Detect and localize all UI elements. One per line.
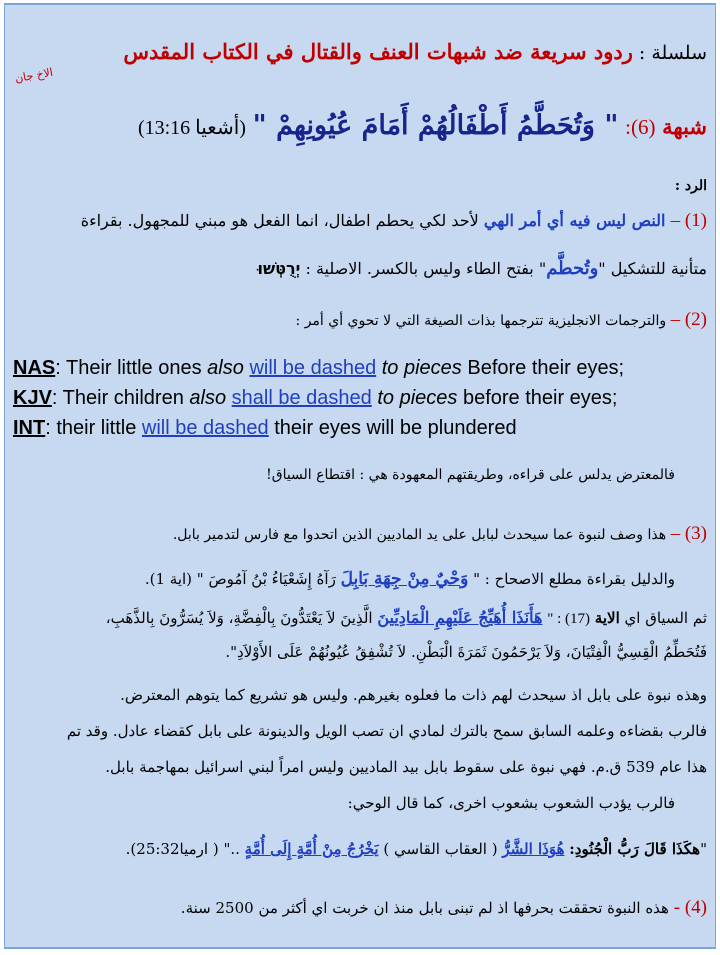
doubt-label: شبهة — [662, 114, 707, 139]
quote-bold-1: هكَذَا قَالَ رَبُّ الْجُنُودِ: — [569, 840, 701, 858]
evidence-line: والدليل بقراءة مطلع الاصحاح : " وَحْيٌ مِنْ جِهَةِ بَابِلَ رَآهُ إِشَعْيَاءُ بْنُ آمُوصَ " (اية 1). — [144, 569, 675, 589]
point-1-line-1 — [13, 208, 707, 234]
point-4-number: (4) - — [673, 897, 707, 918]
jeremiah-quote: "هكَذَا قَالَ رَبُّ الْجُنُودِ: هُوَذَا الشَّرُّ ( العقاب القاسي ) يَخْرُجُ مِنْ أُمَّةٍ إِلَى أُمَّةٍ .." ( ارميا25:32). — [125, 840, 707, 858]
hebrew-word: יְרֻטְּשׁוּ — [257, 259, 301, 278]
point-4-text: هذه النبوة تحققت بحرفها اذ لم تبنى بابل منذ ان خربت اي أكثر من 2500 سنة. — [180, 899, 669, 917]
translation-kjv: KJV: Their children also shall be dashed to pieces before their eyes; — [13, 387, 618, 409]
lord-line-3: فالرب يؤدب الشعوب بشعوب اخرى، كما قال الوحي: — [347, 794, 675, 812]
point-2-number: (2) – — [670, 309, 707, 330]
context-highlight: هَأَنَذَا أُهَيِّجُ عَلَيْهِمِ الْمَادِيِّينَ — [377, 608, 543, 627]
doubt-quote: " وَتُحَطَّمُ أَطْفَالُهُمْ أَمَامَ عُيُونِهِمْ " — [252, 110, 619, 141]
point-3-number: (3) – — [670, 523, 707, 544]
point-1-line-2 — [13, 256, 707, 282]
translation-int: INT: their little will be dashed their eyes will be plundered — [13, 417, 517, 439]
point-1-text: لأحد لكي يحطم اطفال، انما الفعل هو مبني للمجهول. بقراءة — [80, 211, 479, 230]
point-3-text: هذا وصف لنبوة عما سيحدث لبابل على يد الماديين الذين اتحدوا مع فارس لتدمير بابل. — [172, 527, 667, 543]
lord-line-1: فالرب بقضاءه وعلمه السابق سمح بالترك لمادي ان تصب الويل والدينونة على بابل كقضاء عادل. وقد تم — [66, 722, 707, 740]
series-title: ردود سريعة ضد شبهات العنف والقتال في الكتاب المقدس — [123, 39, 633, 64]
translation-tag: NAS — [13, 357, 56, 379]
prophecy-line: وهذه نبوة على بابل اذ سيحدث لهم ذات ما فعلوه بغيرهم. وليس هو تشريع كما يتوهم المعترض. — [120, 686, 707, 704]
lord-line-2: هذا عام 539 ق.م. فهي نبوة على سقوط بابل بيد الماديين وليس امراً لبني اسرائيل بمهاجمة بابل. — [105, 758, 707, 776]
quote-bold-2: هُوَذَا الشَّرُّ — [502, 840, 565, 858]
evidence-highlight: وَحْيٌ مِنْ جِهَةِ بَابِلَ — [340, 569, 469, 589]
context-line-1: ثم السياق اي الاية (17) : " هَأَنَذَا أُهَيِّجُ عَلَيْهِمِ الْمَادِيِّينَ الَّذِينَ لاَ يَعْتَدُّونَ بِالْفِضَّةِ، وَلاَ يُسَرُّونَ بِالذَّهَبِ، — [105, 608, 707, 627]
translation-nas: NAS: Their little ones also will be dashed to pieces Before their eyes; — [13, 357, 625, 379]
point-2 — [13, 307, 707, 334]
translation-highlight: will be dashed — [141, 417, 269, 439]
quote-bold-3: يَخْرُجُ مِنْ أُمَّةٍ إِلَى أُمَّةٍ — [244, 840, 379, 858]
series-header — [13, 39, 707, 66]
translation-tag: KJV — [13, 387, 52, 409]
context-line-2: فَتُحَطِّمُ الْقِسِيُّ الْفِتْيَانَ، وَلاَ يَرْحَمُونَ ثَمَرَةَ الْبَطْنِ. لاَ تُشْفِقُ عُيُونُهُمْ عَلَى الأَوْلاَدِ". — [225, 643, 707, 661]
point-1-line-2-b: " بفتح الطاء وليس بالكسر. الاصلية : — [305, 259, 547, 278]
translation-highlight: will be dashed — [249, 357, 377, 379]
point-2-text: والترجمات الانجليزية تترجمها بذات الصيغة التي لا تحوي أي أمر : — [295, 313, 667, 329]
doubt-title — [13, 109, 707, 145]
point-4 — [13, 895, 707, 921]
series-label: سلسلة : — [638, 42, 707, 64]
document-page — [4, 3, 716, 949]
reply-label: الرد : — [674, 178, 707, 194]
point-1-word: وتُحطَّم — [546, 258, 599, 279]
translation-highlight: shall be dashed — [231, 387, 372, 409]
doubt-ref: (أشعيا 13:16) — [137, 117, 246, 139]
doubt-number: (6): — [625, 115, 656, 139]
point-3 — [13, 521, 707, 548]
author-credit: الاخ جان — [14, 65, 54, 86]
point-1-bold: النص ليس فيه أي أمر الهي — [483, 211, 666, 230]
objector-note: فالمعترض يدلس على قراءه، وطريقتهم المعهودة هي : اقتطاع السياق! — [266, 467, 675, 483]
translation-tag: INT — [13, 417, 46, 439]
point-1-line-2-a: متأنية للتشكيل " — [598, 259, 707, 278]
point-1-number: (1) – — [670, 210, 707, 231]
